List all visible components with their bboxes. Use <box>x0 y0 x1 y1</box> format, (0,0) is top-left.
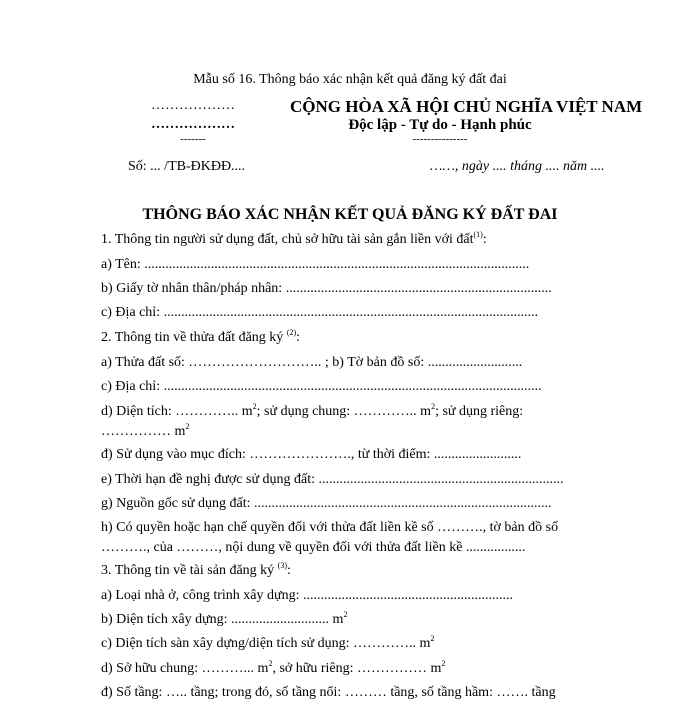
form-caption: Mẫu số 16. Thông báo xác nhận kết quả đăng ký đất đai <box>193 72 507 87</box>
section1-note: (1) <box>473 230 483 239</box>
section3-footprint: b) Diện tích xây dựng: ............................ $m^2$ <box>101 610 348 627</box>
date-line: ……, ngày .... tháng .... năm .... <box>430 159 605 174</box>
section2-address: c) Địa chỉ: ............................................................................................................ <box>101 379 542 394</box>
section2-origin: g) Nguồn gốc sử dụng đất: ..................................................................................... <box>101 496 552 511</box>
national-slogan: Độc lập - Tự do - Hạnh phúc <box>348 117 532 133</box>
section2-note: (2) <box>286 328 297 337</box>
agency-line-2: ……………… <box>151 117 235 132</box>
section3-ownership: d) Sở hữu chung: ………... $m^2$, sở hữu riêng: …………… $m^2$ <box>101 659 446 676</box>
section3-floors: đ) Số tầng: ….. tầng; trong đó, số tầng nổi: ……… tầng, số tầng hầm: ……. tầng <box>101 685 556 700</box>
section1-address: c) Địa chỉ: ........................................................................................................... <box>101 305 539 320</box>
section1-id-document: b) Giấy tờ nhân thân/pháp nhân: ............................................................................ <box>101 281 552 296</box>
document-number: Số: ... /TB-ĐKĐĐ.... <box>128 159 246 174</box>
national-motto: CỘNG HÒA XÃ HỘI CHỦ NGHĨA VIỆT NAM <box>290 97 643 116</box>
section2-area-cont: …………… $m^2$ <box>101 422 190 439</box>
section1-heading: 1. Thông tin người sử dụng đất, chủ sở hữu tài sản gắn liền với đất$^{(1)}$: <box>101 230 487 247</box>
section2-area: d) Diện tích: ………….. $m^2$; sử dụng chung: ………….. $m^2$; sử dụng riêng: <box>101 402 524 419</box>
section1-name: a) Tên: .............................................................................................................. <box>101 257 530 272</box>
document-title: THÔNG BÁO XÁC NHẬN KẾT QUẢ ĐĂNG KÝ ĐẤT ĐAI <box>142 206 558 223</box>
motto-rule: --------------- <box>412 133 468 145</box>
section2-heading: 2. Thông tin về thửa đất đăng ký $^{(2)}$: <box>101 328 301 345</box>
agency-line-1: ……………… <box>151 98 235 113</box>
section2-parcel: a) Thửa đất số: ……………………….. ; b) Tờ bản đồ số: ........................... <box>101 355 523 370</box>
section3-heading: 3. Thông tin về tài sản đăng ký $^{(3)}$: <box>101 561 291 578</box>
section2-term: e) Thời hạn đề nghị được sử dụng đất: ...................................................................... <box>101 472 564 487</box>
section3-type: a) Loại nhà ở, công trình xây dựng: ............................................................ <box>101 588 513 603</box>
section3-floor-area: c) Diện tích sàn xây dựng/diện tích sử dụng: ………….. $m^2$ <box>101 634 435 651</box>
section3-note: (3) <box>277 561 287 570</box>
agency-rule: ------- <box>180 133 206 145</box>
section2-purpose: đ) Sử dụng vào mục đích: …………………., từ thời điểm: ......................... <box>101 447 522 462</box>
section2-easement-cont: ………., của ………, nội dung về quyền đối với thửa đất liền kề ................. <box>101 540 526 555</box>
section2-easement: h) Có quyền hoặc hạn chế quyền đối với thửa đất liền kề số ………., tờ bản đồ số <box>101 520 559 535</box>
